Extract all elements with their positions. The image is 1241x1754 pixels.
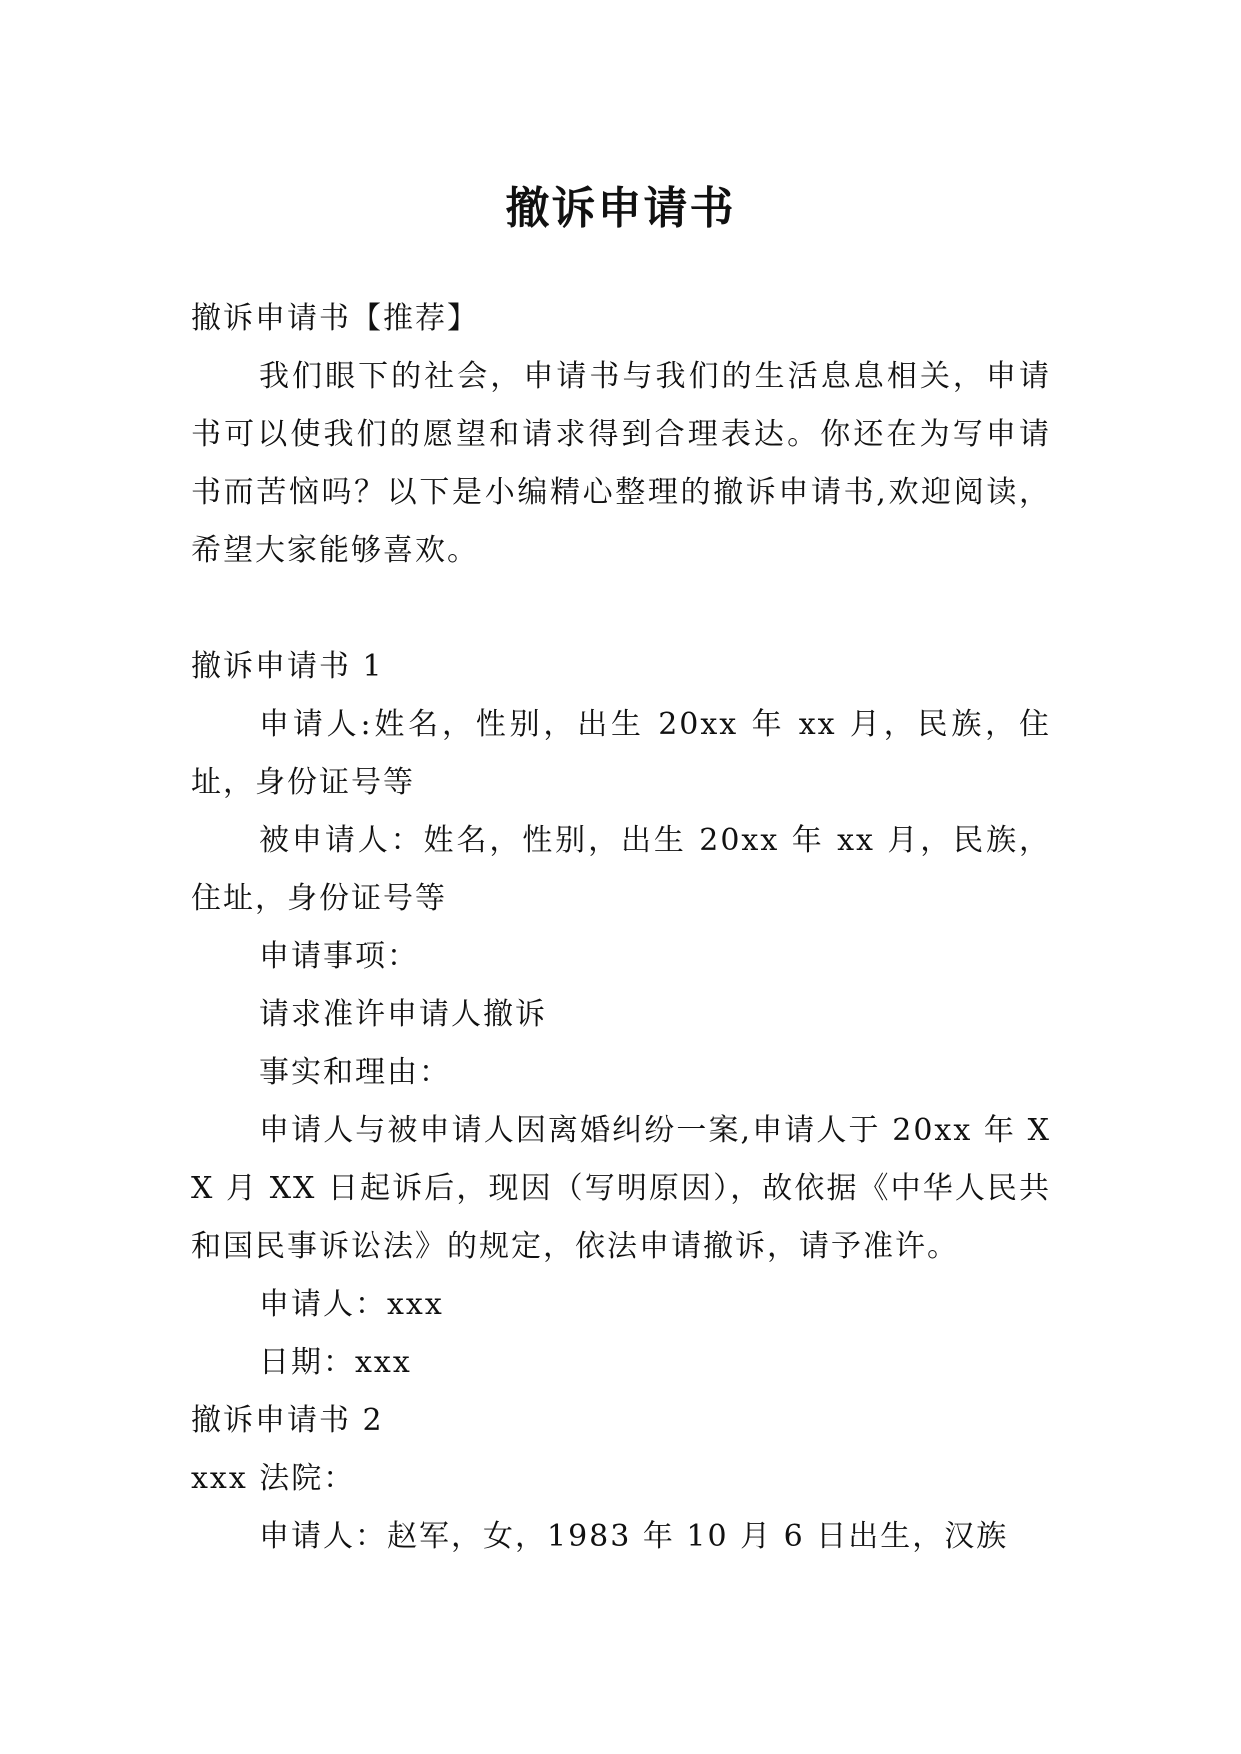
facts-reasons-label: 事实和理由： (259, 1055, 451, 1090)
request-items-label: 申请事项： (259, 939, 419, 974)
section-heading-2: 撤诉申请书 2 (191, 1403, 384, 1438)
facts-reasons-paragraph: 申请人与被申请人因离婚纠纷一案,申请人于 20xx 年 XX 月 XX 日起诉后，现因（写明原因），故依据《中华人民共和国民事诉讼法》的规定，依法申请撤诉，请予准许。 (191, 1113, 1051, 1264)
applicant-info-line: 申请人：赵军，女，1983 年 10 月 6 日出生，汉族 (259, 1519, 1009, 1554)
intro-paragraph: 我们眼下的社会，申请书与我们的生活息息相关，申请书可以使我们的愿望和请求得到合理表达。你还在为写申请书而苦恼吗？以下是小编精心整理的撤诉申请书,欢迎阅读，希望大家能够喜欢。 (191, 359, 1051, 568)
court-addressee: xxx 法院： (191, 1461, 356, 1496)
date-line: 日期：xxx (259, 1345, 412, 1380)
respondent-line: 被申请人：姓名，性别，出生 20xx 年 xx 月，民族，住址，身份证号等 (191, 823, 1051, 916)
request-item: 请求准许申请人撤诉 (259, 997, 547, 1032)
heading-recommended: 撤诉申请书【推荐】 (191, 301, 479, 336)
section-heading-1: 撤诉申请书 1 (191, 649, 384, 684)
applicant-line: 申请人:姓名，性别，出生 20xx 年 xx 月，民族，住址，身份证号等 (191, 707, 1051, 800)
document-title: 撤诉申请书 (505, 183, 736, 235)
applicant-signature: 申请人：xxx (259, 1287, 444, 1322)
document-body (191, 290, 1051, 1566)
